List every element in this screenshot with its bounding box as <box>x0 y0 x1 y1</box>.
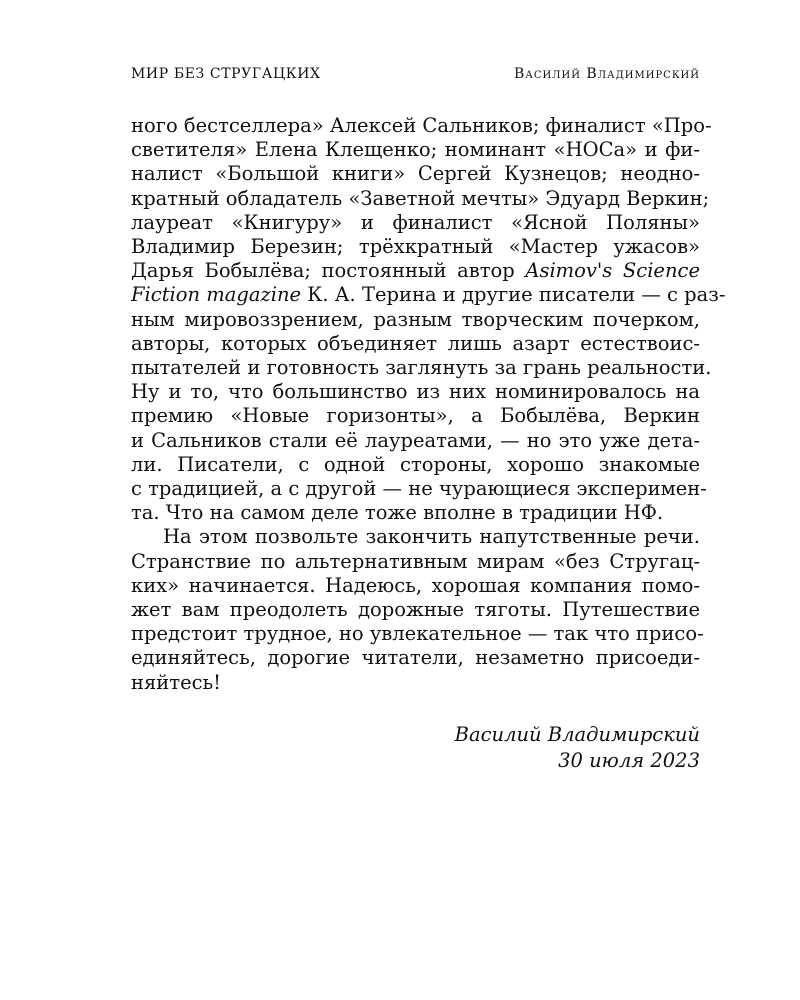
text-line: няйтесь! <box>131 670 221 694</box>
author-name: Василий Владимирский <box>513 66 700 82</box>
text-line: ких» начинается. Надеюсь, хорошая компания помо- <box>131 573 700 597</box>
signature-block <box>131 722 700 774</box>
text-line: ного бестселлера» Алексей Сальников; финалист «Про- <box>131 114 712 137</box>
text-line: ли. Писатели, с одной стороны, хорошо знакомые <box>131 452 700 476</box>
text-line: предстоит трудное, но увлекательное — так что присо- <box>131 622 704 646</box>
text-line: жет вам преодолеть дорожные тяготы. Путешествие <box>131 598 700 622</box>
text-line: Ну и то, что большинство из них номинировалось на <box>131 380 700 404</box>
text-line: пытателей и готовность заглянуть за грань реальности. <box>131 356 712 380</box>
text-line: премию «Новые горизонты», а Бобылёва, Веркин <box>131 404 700 428</box>
text-line: ным мировоззрением, разным творческим почерком, <box>131 307 700 331</box>
signature-name: Василий Владимирский <box>454 723 700 746</box>
text-line: Странствие по альтернативным мирам «без Стругац- <box>131 549 700 573</box>
text-line: На этом позвольте закончить напутственные речи. <box>163 525 700 549</box>
text-line: единяйтесь, дорогие читатели, незаметно присоеди- <box>131 646 700 670</box>
text-line: налист «Большой книги» Сергей Кузнецов; неодно- <box>131 162 700 186</box>
magazine-title-part: Fiction magazine <box>131 283 302 307</box>
text-line: кратный обладатель «Заветной мечты» Эдуард Веркин; <box>131 186 710 210</box>
book-title: МИР БЕЗ СТРУГАЦКИХ <box>131 66 321 82</box>
text-line: и Сальников стали её лауреатами, — но это уже дета- <box>131 428 700 452</box>
text-line: с традицией, а с другой — не чурающиеся эксперимен- <box>131 477 707 501</box>
main-text <box>131 114 726 695</box>
text-segment: Дарья Бобылёва; постоянный автор <box>131 259 515 283</box>
magazine-title-part: Asimov's Science <box>525 259 700 283</box>
signature-date: 30 июля 2023 <box>558 749 700 772</box>
text-line <box>131 283 726 307</box>
text-segment: К. А. Терина и другие писатели — с раз- <box>307 283 726 307</box>
text-line: лауреат «Книгуру» и финалист «Ясной Поляны» <box>131 210 700 234</box>
running-header <box>131 66 700 82</box>
text-line <box>131 259 700 283</box>
text-line: авторы, которых объединяет лишь азарт естествоис- <box>131 331 700 355</box>
text-line: та. Что на самом деле тоже вполне в традиции НФ. <box>131 501 664 525</box>
text-line: светителя» Елена Клещенко; номинант «НОСа» и фи- <box>131 138 700 162</box>
text-line: Владимир Березин; трёхкратный «Мастер ужасов» <box>131 235 700 259</box>
